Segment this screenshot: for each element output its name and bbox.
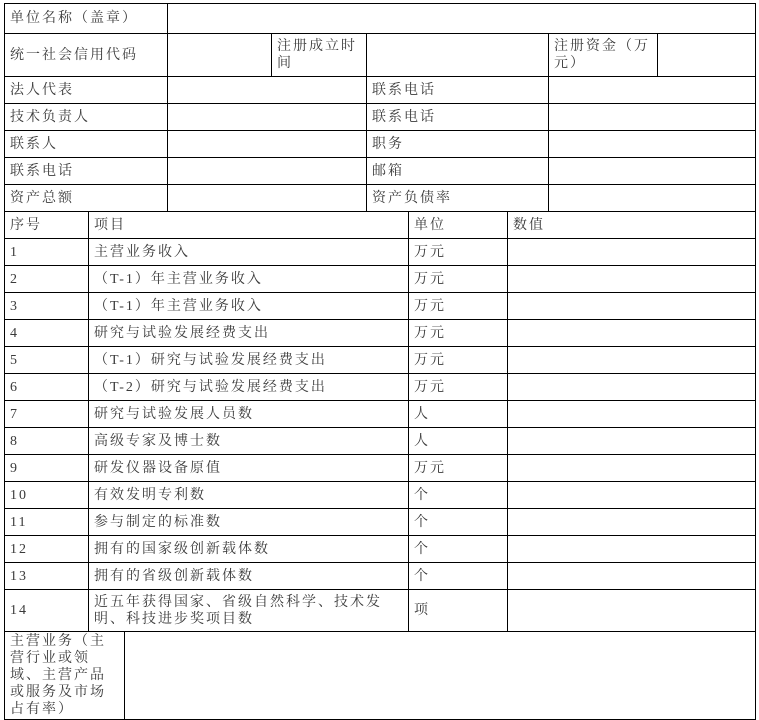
- indicator-item: （T-1）年主营业务收入: [89, 266, 409, 293]
- contact-right-input-cell[interactable]: [549, 131, 756, 158]
- indicator-item: （T-2）研究与试验发展经费支出: [89, 374, 409, 401]
- indicator-no: 2: [5, 266, 89, 293]
- contact-left-input-cell[interactable]: [168, 77, 367, 104]
- contact-left-label: 法人代表: [5, 77, 168, 104]
- indicator-value-input-cell[interactable]: [508, 590, 756, 632]
- indicator-no: 4: [5, 320, 89, 347]
- contact-left-label: 联系电话: [5, 158, 168, 185]
- contact-left-input-cell[interactable]: [168, 104, 367, 131]
- indicator-unit: 万元: [409, 293, 508, 320]
- contact-right-label: 职务: [367, 131, 549, 158]
- indicator-value-input-cell[interactable]: [508, 266, 756, 293]
- contact-left-input-cell[interactable]: [168, 158, 367, 185]
- contact-left-label: 联系人: [5, 131, 168, 158]
- indicator-unit: 万元: [409, 320, 508, 347]
- reg-date-label: 注册成立时间: [272, 34, 367, 77]
- indicator-value-input-cell[interactable]: [508, 293, 756, 320]
- indicator-value-input-cell[interactable]: [508, 536, 756, 563]
- indicator-no: 11: [5, 509, 89, 536]
- indicator-value-input-cell[interactable]: [508, 239, 756, 266]
- credit-code-label: 统一社会信用代码: [5, 34, 168, 77]
- credit-code-input-cell[interactable]: [168, 34, 272, 77]
- indicator-value-input-cell[interactable]: [508, 428, 756, 455]
- indicator-item: 近五年获得国家、省级自然科学、技术发明、科技进步奖项目数: [89, 590, 409, 632]
- indicator-item: 研究与试验发展人员数: [89, 401, 409, 428]
- indicator-no: 5: [5, 347, 89, 374]
- company-info-form: [4, 3, 755, 720]
- indicator-no: 14: [5, 590, 89, 632]
- col-header-value: 数值: [508, 212, 756, 239]
- indicator-row: [5, 590, 756, 632]
- indicator-unit: 个: [409, 536, 508, 563]
- indicator-no: 10: [5, 482, 89, 509]
- indicator-row: [5, 563, 756, 590]
- main-business-input-cell[interactable]: [125, 632, 756, 720]
- indicator-value-input-cell[interactable]: [508, 401, 756, 428]
- indicator-item: 参与制定的标准数: [89, 509, 409, 536]
- contact-row: [5, 104, 756, 131]
- main-business-label: 主营业务（主营行业或领域、主营产品或服务及市场占有率）: [5, 632, 125, 720]
- unit-name-input-cell[interactable]: [168, 4, 756, 34]
- contact-right-label: 联系电话: [367, 104, 549, 131]
- indicator-unit: 人: [409, 428, 508, 455]
- contact-left-input-cell[interactable]: [168, 185, 367, 212]
- indicator-unit: 人: [409, 401, 508, 428]
- indicator-value-input-cell[interactable]: [508, 374, 756, 401]
- indicator-value-input-cell[interactable]: [508, 455, 756, 482]
- indicator-value-input-cell[interactable]: [508, 482, 756, 509]
- indicator-row: [5, 428, 756, 455]
- indicator-unit: 万元: [409, 347, 508, 374]
- contact-left-label: 资产总额: [5, 185, 168, 212]
- indicator-no: 3: [5, 293, 89, 320]
- indicator-item: 高级专家及博士数: [89, 428, 409, 455]
- col-header-no: 序号: [5, 212, 89, 239]
- indicator-unit: 万元: [409, 374, 508, 401]
- indicator-item: （T-1）年主营业务收入: [89, 293, 409, 320]
- indicator-item: 研究与试验发展经费支出: [89, 320, 409, 347]
- indicator-unit: 万元: [409, 239, 508, 266]
- indicator-row: [5, 320, 756, 347]
- contact-row: [5, 77, 756, 104]
- contact-row: [5, 131, 756, 158]
- unit-name-label: 单位名称（盖章）: [5, 4, 168, 34]
- indicator-unit: 个: [409, 563, 508, 590]
- col-header-unit: 单位: [409, 212, 508, 239]
- indicator-row: [5, 482, 756, 509]
- indicator-row: [5, 293, 756, 320]
- indicator-value-input-cell[interactable]: [508, 320, 756, 347]
- indicator-item: 主营业务收入: [89, 239, 409, 266]
- indicator-row: [5, 266, 756, 293]
- indicator-value-input-cell[interactable]: [508, 509, 756, 536]
- indicator-no: 12: [5, 536, 89, 563]
- indicator-no: 1: [5, 239, 89, 266]
- contact-row: [5, 158, 756, 185]
- indicator-row: [5, 455, 756, 482]
- contact-row: [5, 185, 756, 212]
- indicator-row: [5, 374, 756, 401]
- indicators-header-row: [5, 212, 756, 239]
- contact-right-input-cell[interactable]: [549, 158, 756, 185]
- contact-right-input-cell[interactable]: [549, 77, 756, 104]
- unit-name-row: [5, 4, 756, 34]
- indicator-row: [5, 401, 756, 428]
- contact-right-label: 邮箱: [367, 158, 549, 185]
- indicator-unit: 万元: [409, 266, 508, 293]
- indicator-item: 有效发明专利数: [89, 482, 409, 509]
- indicator-value-input-cell[interactable]: [508, 347, 756, 374]
- contact-right-input-cell[interactable]: [549, 104, 756, 131]
- indicator-row: [5, 536, 756, 563]
- indicator-no: 7: [5, 401, 89, 428]
- contact-right-input-cell[interactable]: [549, 185, 756, 212]
- indicator-no: 6: [5, 374, 89, 401]
- unit-info-table: [4, 3, 756, 212]
- indicator-item: （T-1）研究与试验发展经费支出: [89, 347, 409, 374]
- reg-capital-input-cell[interactable]: [658, 34, 756, 77]
- indicator-value-input-cell[interactable]: [508, 563, 756, 590]
- reg-capital-label: 注册资金（万元）: [549, 34, 658, 77]
- main-business-row: [5, 632, 756, 720]
- indicator-item: 拥有的省级创新载体数: [89, 563, 409, 590]
- contact-left-input-cell[interactable]: [168, 131, 367, 158]
- indicators-table: [4, 211, 756, 632]
- credit-code-row: [5, 34, 756, 77]
- indicator-item: 研发仪器设备原值: [89, 455, 409, 482]
- indicator-no: 8: [5, 428, 89, 455]
- indicator-item: 拥有的国家级创新载体数: [89, 536, 409, 563]
- business-table: [4, 631, 756, 720]
- contact-right-label: 资产负债率: [367, 185, 549, 212]
- indicator-no: 13: [5, 563, 89, 590]
- indicator-row: [5, 347, 756, 374]
- indicator-unit: 项: [409, 590, 508, 632]
- indicator-no: 9: [5, 455, 89, 482]
- col-header-item: 项目: [89, 212, 409, 239]
- indicator-unit: 个: [409, 482, 508, 509]
- indicator-row: [5, 239, 756, 266]
- indicator-unit: 万元: [409, 455, 508, 482]
- contact-right-label: 联系电话: [367, 77, 549, 104]
- contact-left-label: 技术负责人: [5, 104, 168, 131]
- reg-date-input-cell[interactable]: [367, 34, 549, 77]
- indicator-unit: 个: [409, 509, 508, 536]
- indicator-row: [5, 509, 756, 536]
